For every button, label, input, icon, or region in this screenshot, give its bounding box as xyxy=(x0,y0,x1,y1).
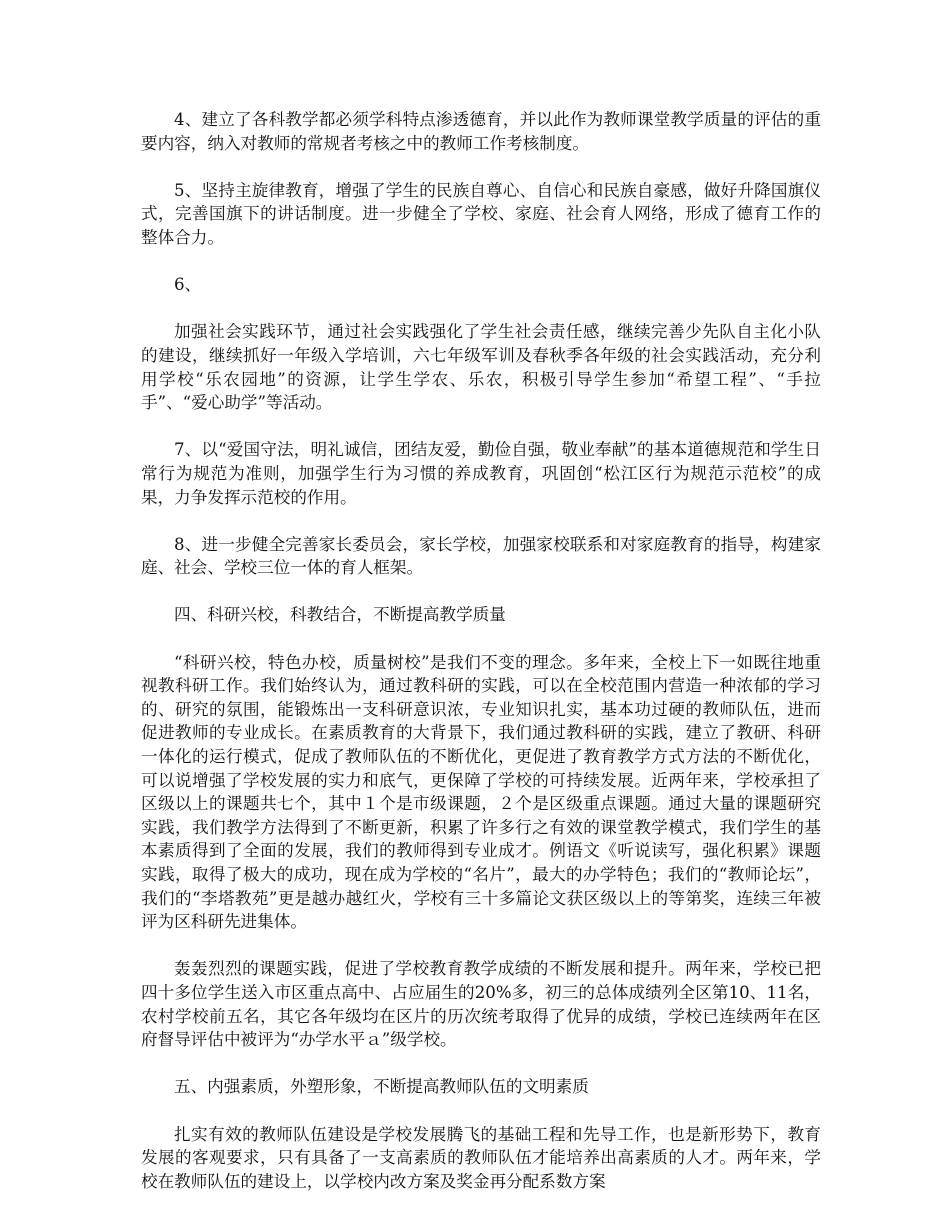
section-heading-research: 四、科研兴校，科教结合，不断提高教学质量 xyxy=(174,605,506,625)
paragraph-item-7: 7、以“爱国守法，明礼诚信，团结友爱，勤俭自强，敬业奉献”的基本道德规范和学生日常行为规范为准则，加强学生行为习惯的养成教育，巩固创“松江区行为规范示范校”的成果，力争发挥示范校的作用。 xyxy=(141,440,821,507)
paragraph-social-practice: 加强社会实践环节，通过社会实践强化了学生社会责任感，继续完善少先队自主化小队的建设，继续抓好一年级入学培训，六七年级军训及春秋季各年级的社会实践活动，充分利用学校“乐农园地”的资源，让学生学农、乐农，积极引导学生参加“希望工程”、“手拉手”、“爱心助学”等活动。 xyxy=(141,322,821,413)
paragraph-item-6-number: 6、 xyxy=(174,275,202,295)
paragraph-item-5: 5、坚持主旋律教育，增强了学生的民族自尊心、自信心和民族自豪感，做好升降国旗仪式，完善国旗下的讲话制度。进一步健全了学校、家庭、社会育人网络，形成了德育工作的整体合力。 xyxy=(141,180,821,247)
document-body xyxy=(141,108,821,1193)
section-heading-teacher-quality: 五、内强素质，外塑形象，不断提高教师队伍的文明素质 xyxy=(174,1077,589,1097)
paragraph-item-8: 8、进一步健全完善家长委员会，家长学校，加强家校联系和对家庭教育的指导，构建家庭、社会、学校三位一体的育人框架。 xyxy=(141,534,821,578)
paragraph-research-results: 轰轰烈烈的课题实践，促进了学校教育教学成绩的不断发展和提升。两年来，学校已把四十多位学生送入市区重点高中、占应届生的20%多，初三的总体成绩列全区第10、11名，农村学校前五名，其它各年级均在区片的历次统考取得了优异的成绩，学校已连续两年在区府督导评估中被评为“办学水平ａ”级学校。 xyxy=(141,959,821,1050)
paragraph-teacher-team: 扎实有效的教师队伍建设是学校发展腾飞的基础工程和先导工作，也是新形势下，教育发展的客观要求，只有具备了一支高素质的教师队伍才能培养出高素质的人才。两年来，学校在教师队伍的建设上，以学校内改方案及奖金再分配系数方案 xyxy=(141,1124,821,1191)
paragraph-item-4: 4、建立了各科教学都必须学科特点渗透德育，并以此作为教师课堂教学质量的评估的重要内容，纳入对教师的常规者考核之中的教师工作考核制度。 xyxy=(141,110,821,153)
paragraph-research-philosophy: “科研兴校，特色办校，质量树校”是我们不变的理念。多年来，全校上下一如既往地重视教科研工作。我们始终认为，通过教科研的实践，可以在全校范围内营造一种浓郁的学习的、研究的氛围，能锻炼出一支科研意识浓，专业知识扎实，基本功过硬的教师队伍，进而促进教师的专业成长。在素质教育的大背景下，我们通过教科研的实践，建立了教研、科研一体化的运行模式，促成了教师队伍的不断优化，更促进了教育教学方式方法的不断优化，可以说增强了学校发展的实力和底气，更保障了学校的可持续发展。近两年来，学校承担了区级以上的课题共七个，其中１个是市级课题，２个是区级重点课题。通过大量的课题研究实践，我们教学方法得到了不断更新，积累了许多行之有效的课堂教学模式，我们学生的基本素质得到了全面的发展，我们的教师得到专业成才。例语文《听说读写，强化积累》课题实践，取得了极大的成功，现在成为学校的“名片”，最大的办学特色；我们的“教师论坛”，我们的“李塔教苑”更是越办越红火，学校有三十多篇论文获区级以上的等第奖，连续三年被评为区科研先进集体。 xyxy=(141,652,821,932)
